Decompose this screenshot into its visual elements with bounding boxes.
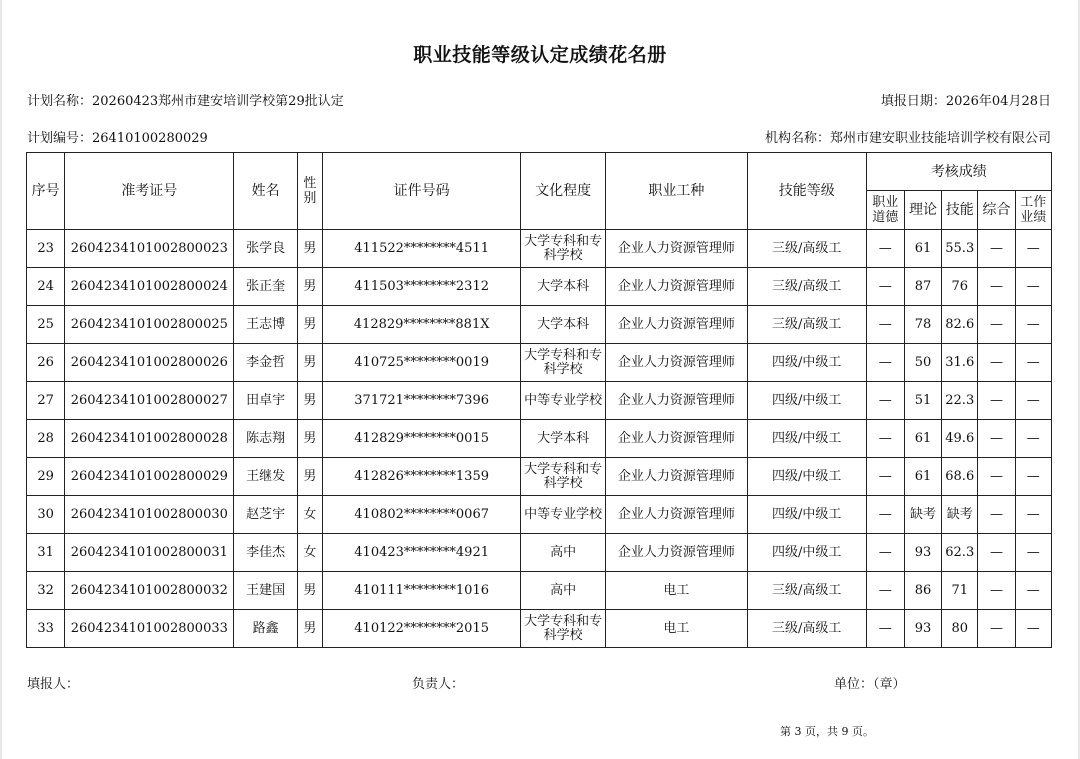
- cell-ethics: —: [866, 230, 904, 268]
- cell-ethics: —: [866, 534, 904, 572]
- cell-occupation: 企业人力资源管理师: [605, 268, 747, 306]
- cell-occupation: 企业人力资源管理师: [605, 344, 747, 382]
- cell-ticket: 2604234101002800033: [65, 610, 234, 648]
- cell-id: 410122********2015: [322, 610, 520, 648]
- cell-gender: 男: [297, 268, 322, 306]
- cell-gender: 男: [297, 382, 322, 420]
- cell-work: —: [1015, 458, 1051, 496]
- cell-work: —: [1015, 420, 1051, 458]
- plan-number: 计划编号：26410100280029: [27, 131, 208, 146]
- cell-seq: 25: [27, 306, 65, 344]
- cell-overall: —: [978, 496, 1015, 534]
- cell-occupation: 企业人力资源管理师: [605, 420, 747, 458]
- cell-education: 高中: [521, 572, 606, 610]
- cell-work: —: [1015, 610, 1051, 648]
- cell-work: —: [1015, 268, 1051, 306]
- table-row: [27, 572, 1052, 610]
- cell-seq: 30: [27, 496, 65, 534]
- cell-work: —: [1015, 382, 1051, 420]
- header-ticket-number: 准考证号: [65, 153, 234, 230]
- cell-education: 大学专科和专科学校: [521, 230, 606, 268]
- cell-occupation: 电工: [605, 610, 747, 648]
- cell-occupation: 企业人力资源管理师: [605, 458, 747, 496]
- cell-ethics: —: [866, 306, 904, 344]
- table-row: [27, 534, 1052, 572]
- responsible-person-label: 负责人：: [412, 677, 465, 692]
- cell-ethics: —: [866, 344, 904, 382]
- cell-overall: —: [978, 458, 1015, 496]
- unit-seal-label: 单位：（章）: [834, 677, 906, 692]
- cell-theory: 51: [904, 382, 941, 420]
- cell-education: 中等专业学校: [521, 496, 606, 534]
- cell-id: 410725********0019: [322, 344, 520, 382]
- cell-level: 三级/高级工: [747, 268, 866, 306]
- cell-theory: 93: [904, 534, 941, 572]
- cell-id: 412829********881X: [322, 306, 520, 344]
- table-row: [27, 306, 1052, 344]
- header-ethics: 职业道德: [866, 191, 904, 230]
- cell-id: 410111********1016: [322, 572, 520, 610]
- header-id-number: 证件号码: [322, 153, 520, 230]
- cell-overall: —: [978, 420, 1015, 458]
- cell-overall: —: [978, 572, 1015, 610]
- cell-overall: —: [978, 306, 1015, 344]
- cell-ticket: 2604234101002800024: [65, 268, 234, 306]
- cell-skill: 80: [942, 610, 978, 648]
- cell-ticket: 2604234101002800023: [65, 230, 234, 268]
- table-row: [27, 496, 1052, 534]
- cell-skill: 68.6: [942, 458, 978, 496]
- cell-seq: 32: [27, 572, 65, 610]
- cell-skill: 55.3: [942, 230, 978, 268]
- header-skill-level: 技能等级: [747, 153, 866, 230]
- cell-occupation: 企业人力资源管理师: [605, 306, 747, 344]
- cell-education: 大学专科和专科学校: [521, 344, 606, 382]
- cell-gender: 男: [297, 610, 322, 648]
- cell-theory: 78: [904, 306, 941, 344]
- cell-id: 412829********0015: [322, 420, 520, 458]
- cell-work: —: [1015, 306, 1051, 344]
- table-row: [27, 420, 1052, 458]
- cell-gender: 女: [297, 534, 322, 572]
- cell-occupation: 企业人力资源管理师: [605, 534, 747, 572]
- cell-seq: 23: [27, 230, 65, 268]
- cell-ethics: —: [866, 610, 904, 648]
- cell-name: 张学良: [234, 230, 297, 268]
- table-row: [27, 344, 1052, 382]
- cell-seq: 28: [27, 420, 65, 458]
- cell-name: 李金哲: [234, 344, 297, 382]
- cell-skill: 76: [942, 268, 978, 306]
- cell-ethics: —: [866, 382, 904, 420]
- cell-gender: 男: [297, 306, 322, 344]
- header-education: 文化程度: [521, 153, 606, 230]
- table-row: [27, 230, 1052, 268]
- cell-education: 高中: [521, 534, 606, 572]
- cell-education: 大学本科: [521, 306, 606, 344]
- cell-level: 三级/高级工: [747, 230, 866, 268]
- cell-skill: 82.6: [942, 306, 978, 344]
- cell-gender: 男: [297, 458, 322, 496]
- cell-occupation: 企业人力资源管理师: [605, 496, 747, 534]
- cell-name: 路鑫: [234, 610, 297, 648]
- cell-ticket: 2604234101002800026: [65, 344, 234, 382]
- cell-skill: 71: [942, 572, 978, 610]
- cell-occupation: 企业人力资源管理师: [605, 382, 747, 420]
- header-seq: 序号: [27, 153, 65, 230]
- cell-theory: 87: [904, 268, 941, 306]
- cell-name: 张正奎: [234, 268, 297, 306]
- cell-skill: 49.6: [942, 420, 978, 458]
- cell-education: 大学专科和专科学校: [521, 610, 606, 648]
- roster-body: [27, 230, 1052, 648]
- cell-id: 410423********4921: [322, 534, 520, 572]
- cell-ethics: —: [866, 268, 904, 306]
- cell-overall: —: [978, 344, 1015, 382]
- cell-ticket: 2604234101002800025: [65, 306, 234, 344]
- page-edge-left: [0, 0, 2, 759]
- cell-ticket: 2604234101002800032: [65, 572, 234, 610]
- cell-name: 田卓宇: [234, 382, 297, 420]
- cell-gender: 男: [297, 420, 322, 458]
- cell-seq: 24: [27, 268, 65, 306]
- cell-overall: —: [978, 534, 1015, 572]
- organization-name: 机构名称：郑州市建安职业技能培训学校有限公司: [764, 131, 1051, 146]
- cell-level: 四级/中级工: [747, 420, 866, 458]
- cell-level: 四级/中级工: [747, 496, 866, 534]
- cell-level: 三级/高级工: [747, 306, 866, 344]
- header-theory: 理论: [904, 191, 941, 230]
- cell-skill: 31.6: [942, 344, 978, 382]
- cell-gender: 男: [297, 344, 322, 382]
- cell-level: 四级/中级工: [747, 534, 866, 572]
- cell-id: 412826********1359: [322, 458, 520, 496]
- cell-work: —: [1015, 230, 1051, 268]
- cell-name: 赵芝宇: [234, 496, 297, 534]
- cell-skill: 62.3: [942, 534, 978, 572]
- cell-seq: 29: [27, 458, 65, 496]
- cell-skill: 缺考: [942, 496, 978, 534]
- cell-name: 李佳杰: [234, 534, 297, 572]
- table-row: [27, 458, 1052, 496]
- cell-theory: 61: [904, 458, 941, 496]
- cell-name: 王继发: [234, 458, 297, 496]
- fill-date: 填报日期：2026年04月28日: [880, 94, 1051, 109]
- cell-level: 三级/高级工: [747, 610, 866, 648]
- header-occupation: 职业工种: [605, 153, 747, 230]
- cell-overall: —: [978, 610, 1015, 648]
- page-number: 第 3 页，共 9 页。: [780, 725, 874, 738]
- table-row: [27, 610, 1052, 648]
- cell-work: —: [1015, 496, 1051, 534]
- cell-name: 王志博: [234, 306, 297, 344]
- score-roster-table: [26, 152, 1052, 648]
- cell-ethics: —: [866, 420, 904, 458]
- cell-seq: 26: [27, 344, 65, 382]
- cell-name: 王建国: [234, 572, 297, 610]
- header-skill: 技能: [942, 191, 978, 230]
- cell-work: —: [1015, 572, 1051, 610]
- cell-ticket: 2604234101002800028: [65, 420, 234, 458]
- cell-ticket: 2604234101002800027: [65, 382, 234, 420]
- cell-theory: 缺考: [904, 496, 941, 534]
- cell-education: 中等专业学校: [521, 382, 606, 420]
- cell-education: 大学专科和专科学校: [521, 458, 606, 496]
- cell-theory: 61: [904, 230, 941, 268]
- cell-ethics: —: [866, 496, 904, 534]
- cell-theory: 93: [904, 610, 941, 648]
- cell-id: 410802********0067: [322, 496, 520, 534]
- cell-seq: 31: [27, 534, 65, 572]
- cell-overall: —: [978, 268, 1015, 306]
- cell-name: 陈志翔: [234, 420, 297, 458]
- cell-education: 大学本科: [521, 420, 606, 458]
- cell-ticket: 2604234101002800029: [65, 458, 234, 496]
- cell-ethics: —: [866, 458, 904, 496]
- cell-id: 411522********4511: [322, 230, 520, 268]
- header-assessment-scores: 考核成绩: [866, 153, 1051, 191]
- cell-theory: 50: [904, 344, 941, 382]
- cell-overall: —: [978, 230, 1015, 268]
- cell-ticket: 2604234101002800031: [65, 534, 234, 572]
- cell-education: 大学本科: [521, 268, 606, 306]
- plan-name: 计划名称：20260423郑州市建安培训学校第29批认定: [27, 94, 344, 109]
- cell-theory: 61: [904, 420, 941, 458]
- cell-overall: —: [978, 382, 1015, 420]
- cell-level: 三级/高级工: [747, 572, 866, 610]
- cell-gender: 男: [297, 572, 322, 610]
- cell-level: 四级/中级工: [747, 382, 866, 420]
- cell-skill: 22.3: [942, 382, 978, 420]
- cell-work: —: [1015, 344, 1051, 382]
- cell-occupation: 企业人力资源管理师: [605, 230, 747, 268]
- header-overall: 综合: [978, 191, 1015, 230]
- header-name: 姓名: [234, 153, 297, 230]
- cell-ticket: 2604234101002800030: [65, 496, 234, 534]
- cell-level: 四级/中级工: [747, 458, 866, 496]
- cell-work: —: [1015, 534, 1051, 572]
- cell-gender: 男: [297, 230, 322, 268]
- cell-id: 411503********2312: [322, 268, 520, 306]
- cell-ethics: —: [866, 572, 904, 610]
- table-row: [27, 382, 1052, 420]
- table-row: [27, 268, 1052, 306]
- cell-occupation: 电工: [605, 572, 747, 610]
- cell-theory: 86: [904, 572, 941, 610]
- header-work-performance: 工作业绩: [1015, 191, 1051, 230]
- cell-seq: 27: [27, 382, 65, 420]
- cell-id: 371721********7396: [322, 382, 520, 420]
- cell-seq: 33: [27, 610, 65, 648]
- filler-label: 填报人：: [27, 677, 80, 692]
- cell-gender: 女: [297, 496, 322, 534]
- header-gender: 性别: [297, 153, 322, 230]
- document-title: 职业技能等级认定成绩花名册: [413, 44, 667, 66]
- cell-level: 四级/中级工: [747, 344, 866, 382]
